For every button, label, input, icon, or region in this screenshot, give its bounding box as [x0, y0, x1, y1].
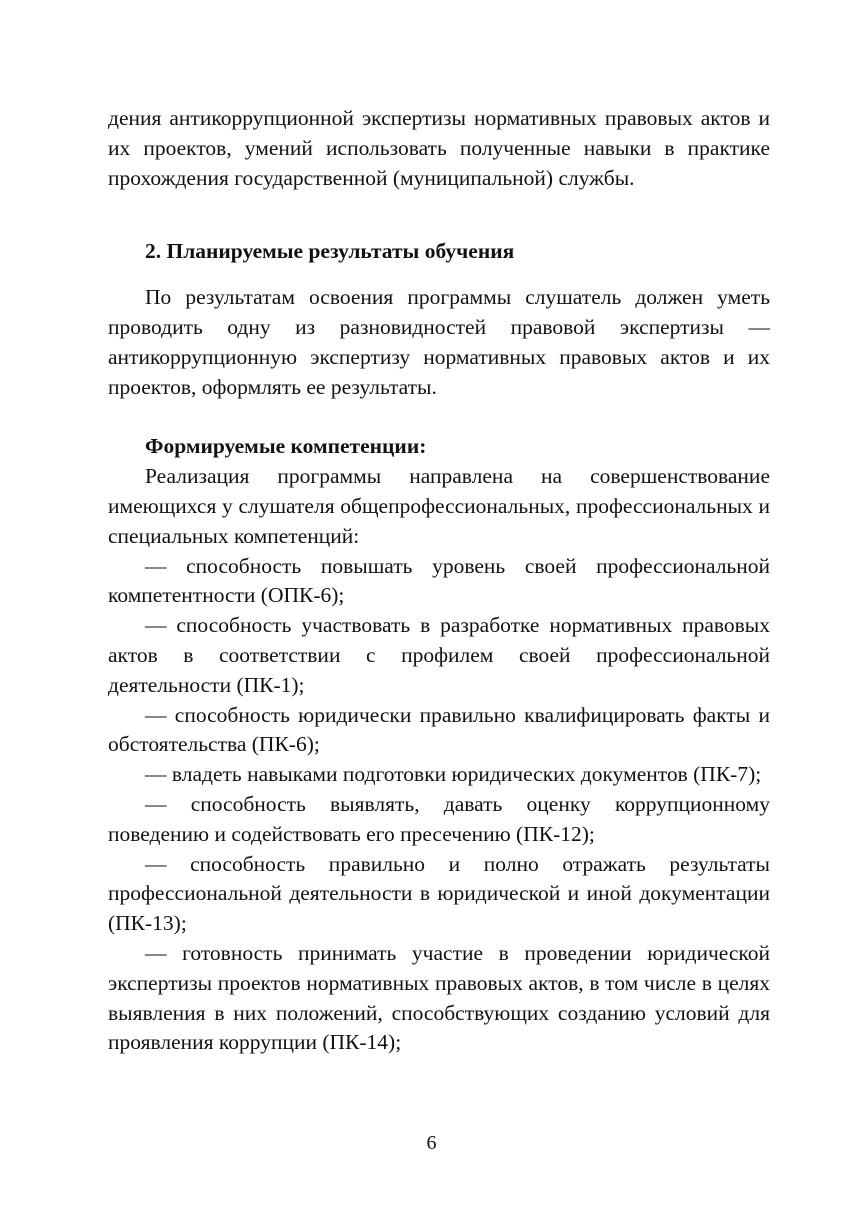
competency-item: — способность правильно и полно отражать результаты профессиональной деятельности в юридической и иной документации (ПК-13);	[108, 851, 770, 936]
competency-item: — способность повышать уровень своей профессиональной компетентности (ОПК-6);	[108, 553, 770, 608]
competency-item: — готовность принимать участие в проведении юридической экспертизы проектов нормативных правовых актов, в том числе в целях выявления в них положений, способствующих созданию условий для проявления коррупции (ПК-14);	[108, 940, 770, 1055]
page-content	[108, 104, 770, 1058]
competency-item: — способность выявлять, давать оценку коррупционному поведению и содействовать его пресечению (ПК-12);	[108, 791, 770, 846]
continued-paragraph: дения антикоррупционной экспертизы нормативных правовых актов и их проектов, умений использовать полученные навыки в практике прохождения государственной (муниципальной) службы.	[108, 106, 770, 190]
competencies-heading: Формируемые компетенции:	[145, 434, 427, 459]
competency-item: — владеть навыками подготовки юридических документов (ПК-7);	[145, 762, 762, 787]
page-number: 6	[426, 1132, 437, 1154]
section-heading: 2. Планируемые результаты обучения	[145, 239, 515, 264]
results-paragraph: По результатам освоения программы слушатель должен уметь проводить одну из разновидностей правовой экспертизы — антикоррупционную экспертизу нормативных правовых актов и их проектов, оформлять ее результаты.	[108, 285, 770, 399]
competency-item: — способность участвовать в разработке нормативных правовых актов в соответствии с профилем своей профессиональной деятельности (ПК-1);	[108, 613, 770, 697]
competency-item: — способность юридически правильно квалифицировать факты и обстоятельства (ПК-6);	[108, 702, 770, 757]
competencies-intro: Реализация программы направлена на совершенствование имеющихся у слушателя общепрофессиональных, профессиональных и специальных компетенций:	[108, 464, 770, 548]
